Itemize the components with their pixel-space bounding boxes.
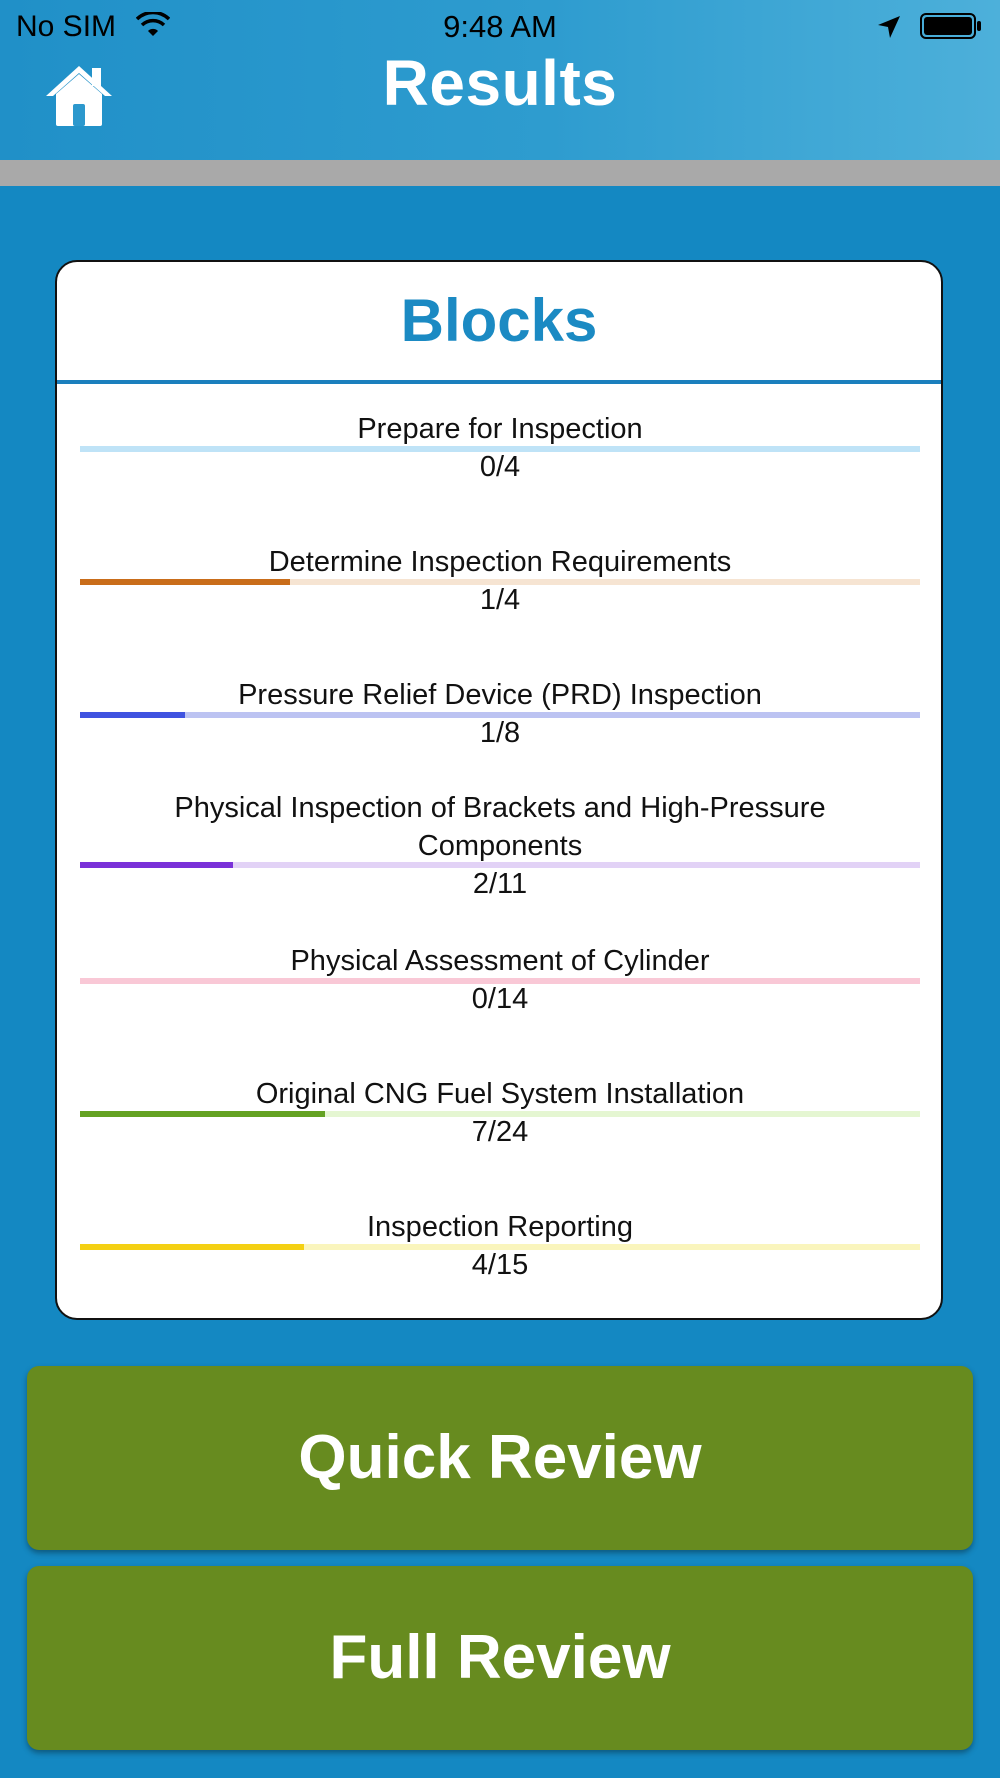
block-row[interactable] (80, 676, 920, 752)
nav-header (0, 0, 1000, 160)
battery-icon (920, 13, 980, 39)
block-count: 4/15 (471, 1249, 529, 1281)
block-row[interactable] (80, 942, 920, 1018)
blocks-card-title: Blocks (57, 262, 941, 384)
header-divider (0, 160, 1000, 186)
block-row[interactable] (80, 543, 920, 619)
status-bar (0, 0, 1000, 52)
status-time: 9:48 AM (443, 9, 557, 44)
block-name: Original CNG Fuel System Installation (255, 1078, 745, 1110)
block-count: 1/4 (479, 584, 521, 616)
block-count: 1/8 (479, 717, 521, 749)
block-name: Physical Assessment of Cylinder (290, 945, 710, 977)
block-count: 0/4 (479, 451, 521, 483)
block-name: Determine Inspection Requirements (268, 546, 732, 578)
carrier-label: No SIM (16, 10, 117, 43)
page-title: Results (382, 47, 618, 119)
block-count: 0/14 (471, 983, 529, 1015)
blocks-card (55, 260, 943, 1320)
block-name: Inspection Reporting (367, 1211, 633, 1243)
block-name: Prepare for Inspection (357, 413, 643, 445)
block-row[interactable] (80, 410, 920, 486)
block-name: Pressure Relief Device (PRD) Inspection (238, 679, 762, 711)
block-row[interactable] (80, 789, 920, 903)
quick-review-button[interactable]: Quick Review (27, 1366, 973, 1550)
block-row[interactable] (80, 1075, 920, 1151)
full-review-button[interactable]: Full Review (27, 1566, 973, 1750)
block-count: 7/24 (471, 1116, 529, 1148)
block-row[interactable] (80, 1208, 920, 1284)
location-arrow-icon (876, 14, 902, 48)
block-name: Physical Inspection of Brackets and High-Pressure Components (174, 792, 826, 862)
block-count: 2/11 (472, 868, 528, 900)
